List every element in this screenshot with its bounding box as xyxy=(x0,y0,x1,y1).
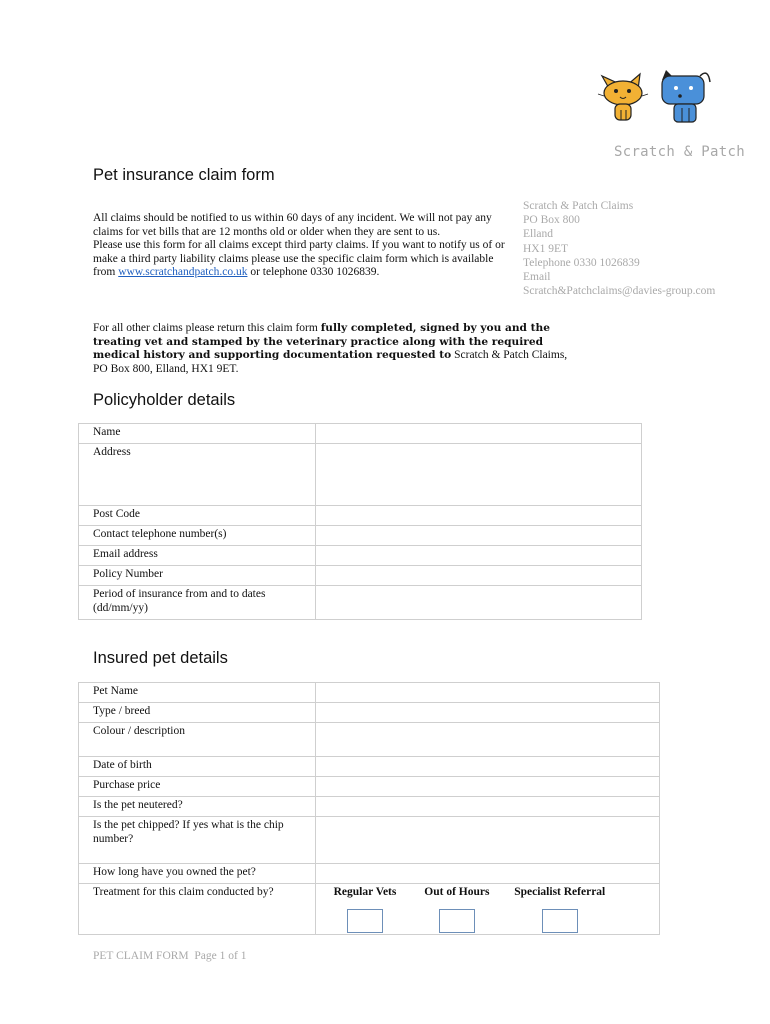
intro-text xyxy=(93,212,508,280)
option-label: Specialist Referral xyxy=(514,886,606,898)
brand-name: Scratch & Patch xyxy=(614,144,745,160)
address-email-label: Email xyxy=(523,271,551,284)
table-row xyxy=(79,864,660,884)
table-row xyxy=(79,506,642,526)
field-label: Email address xyxy=(79,546,316,566)
dog-icon xyxy=(662,70,710,122)
policy-number-field[interactable] xyxy=(316,566,642,586)
neutered-field[interactable] xyxy=(316,797,660,817)
regular-vets-checkbox[interactable] xyxy=(347,909,383,933)
table-row xyxy=(79,817,660,864)
purchase-price-field[interactable] xyxy=(316,777,660,797)
pet-details-table xyxy=(78,682,660,935)
field-label: Type / breed xyxy=(79,703,316,723)
table-row xyxy=(79,757,660,777)
field-label: Policy Number xyxy=(79,566,316,586)
chip-number-field[interactable] xyxy=(316,817,660,864)
claims-address xyxy=(523,199,715,298)
policyholder-heading: Policyholder details xyxy=(93,391,236,409)
intro-paragraph-2 xyxy=(93,239,508,280)
pet-details-heading: Insured pet details xyxy=(93,649,228,667)
address-field[interactable] xyxy=(316,444,642,506)
table-row xyxy=(79,683,660,703)
table-row xyxy=(79,526,642,546)
post-code-field[interactable] xyxy=(316,506,642,526)
address-telephone: Telephone 0330 1026839 xyxy=(523,256,640,269)
option-label: Regular Vets xyxy=(333,886,397,898)
return-instructions xyxy=(93,322,573,376)
table-row xyxy=(79,566,642,586)
address-email: Scratch&Patchclaims@davies-group.com xyxy=(523,285,716,298)
field-label: Is the pet neutered? xyxy=(79,797,316,817)
field-label: Pet Name xyxy=(79,683,316,703)
field-label: Contact telephone number(s) xyxy=(79,526,316,546)
field-label: Treatment for this claim conducted by? xyxy=(79,884,316,935)
intro-p2-end: or telephone 0330 1026839. xyxy=(247,266,380,279)
address-line: Scratch & Patch Claims xyxy=(523,200,634,212)
insurance-period-field[interactable] xyxy=(316,586,642,620)
return-text-end: Scratch & Patch Claims, PO Box 800, Elland, HX1 9ET. xyxy=(93,349,568,375)
table-row xyxy=(79,424,642,444)
intro-paragraph-1: All claims should be notified to us within 60 days of any incident. We will not pay any claims for vet bills that are 12 months old or older when they are sent to us. xyxy=(93,212,492,238)
field-label: How long have you owned the pet? xyxy=(79,864,316,884)
table-row xyxy=(79,723,660,757)
email-field[interactable] xyxy=(316,546,642,566)
field-label: Address xyxy=(79,444,316,506)
option-specialist-referral xyxy=(504,886,616,933)
table-row xyxy=(79,777,660,797)
breed-field[interactable] xyxy=(316,703,660,723)
field-label: Name xyxy=(79,424,316,444)
option-regular-vets xyxy=(320,886,410,933)
page-footer: PET CLAIM FORM Page 1 of 1 xyxy=(93,950,247,962)
name-field[interactable] xyxy=(316,424,642,444)
return-text-bold: fully completed, signed by you and the treating vet and stamped by the veterinary practice along with the required medical history and supporting documentation requested to xyxy=(93,322,550,362)
field-label: Is the pet chipped? If yes what is the chip number? xyxy=(79,817,316,864)
field-label: Colour / description xyxy=(79,723,316,757)
colour-field[interactable] xyxy=(316,723,660,757)
table-row xyxy=(79,797,660,817)
table-row xyxy=(79,703,660,723)
field-label: Period of insurance from and to dates (dd/mm/yy) xyxy=(79,586,316,620)
cat-icon xyxy=(598,74,648,120)
table-row xyxy=(79,586,642,620)
form-title: Pet insurance claim form xyxy=(93,166,275,184)
table-row xyxy=(79,884,660,935)
specialist-referral-checkbox[interactable] xyxy=(542,909,578,933)
address-line: PO Box 800 xyxy=(523,214,580,227)
telephone-field[interactable] xyxy=(316,526,642,546)
return-text-start: For all other claims please return this claim form xyxy=(93,322,321,334)
intro-p2-text: Please use this form for all claims except third party claims. If you want to notify us of or make a third party liability claims please use the specific claim form which is available from xyxy=(93,239,505,279)
option-out-of-hours xyxy=(413,886,501,933)
date-of-birth-field[interactable] xyxy=(316,757,660,777)
field-label: Date of birth xyxy=(79,757,316,777)
field-label: Post Code xyxy=(79,506,316,526)
website-link[interactable]: www.scratchandpatch.co.uk xyxy=(118,266,248,279)
address-line: Elland xyxy=(523,228,554,241)
table-row xyxy=(79,444,642,506)
field-label: Purchase price xyxy=(79,777,316,797)
ownership-duration-field[interactable] xyxy=(316,864,660,884)
scratch-and-patch-logo xyxy=(596,66,716,126)
policyholder-table xyxy=(78,423,642,620)
table-row xyxy=(79,546,642,566)
pet-name-field[interactable] xyxy=(316,683,660,703)
address-line: HX1 9ET xyxy=(523,242,569,255)
out-of-hours-checkbox[interactable] xyxy=(439,909,475,933)
option-label: Out of Hours xyxy=(424,886,490,898)
treatment-options xyxy=(316,884,660,935)
